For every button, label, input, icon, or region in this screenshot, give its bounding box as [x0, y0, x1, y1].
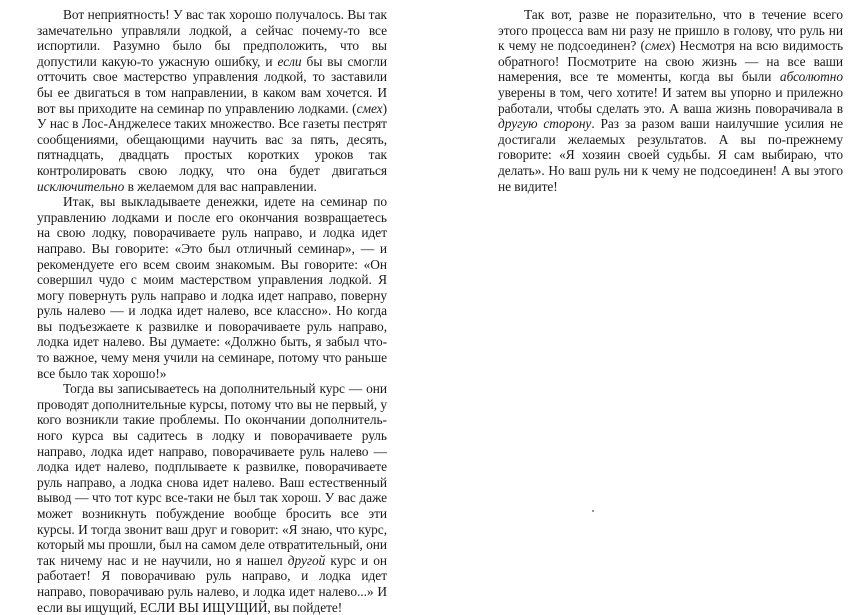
paragraph	[37, 381, 387, 615]
text-run: Так вот, разве не поразительно, что в течение всего этого процесса вам ни разу не пришло в голову, что руль ни к чему не подсоединен? (	[498, 7, 843, 54]
text-run: Тогда вы записываетесь на дополнительный курс — они проводят дополнительные курсы, потому что вы не первый, у кого возникли такие проблемы. По окончании дополнительного курса вы садитесь в лодку и поворачиваете руль направо, лодка идет направо, поворачиваете руль налево — лодка идет налево, подплываете к развилке, поворачиваете руль направо, а лодка снова идет налево. Ваш естественный вывод — что тот курс все-таки не был так хорош. У вас даже может возникнуть побуждение вообще бросить все эти курсы. И тогда звонит ваш друг и говорит: «Я знаю, что курс, который мы прошли, был на самом деле отвратительный, они так ничему нас и не научили, но я нашел	[37, 381, 387, 568]
paragraph	[498, 7, 843, 194]
left-text-column	[37, 7, 387, 615]
italic-run: другой	[287, 552, 326, 568]
italic-run: смех	[356, 100, 383, 116]
scan-speck	[592, 510, 594, 512]
text-run: курс и он работает! Я поворачиваю руль направо, и лодка идет направо, поворачиваю руль налево, и лодка идет налево...» И если вы ищущий, ЕСЛИ ВЫ ИЩУЩИЙ, вы пойдете!	[37, 552, 387, 615]
right-text-column	[498, 7, 843, 194]
italic-run: абсолютно	[779, 69, 843, 85]
text-run: уверены в том, чего хотите! И затем вы упорно и прилежно работали, чтобы сделать это. А ваша жизнь поворачивала в	[498, 84, 843, 116]
paragraph	[37, 7, 387, 194]
text-run: Итак, вы выкладываете денежки, идете на семинар по управлению лодками и после его окончания возвращаетесь на свою лодку, поворачиваете руль направо, и лодка идет направо. Вы говорите: «Это был отличный семинар», — и рекомендуете его всем своим знакомым. Вы говорите: «Он совершил чудо с моим мастерством управления лодкой. Я могу повернуть руль направо и лодка идет направо, поверну руль налево — и лодка идет налево, все классно». Но когда вы подъезжаете к развилке и поворачиваете руль направо, лодка идет налево. Вы думаете: «Должно быть, я забыл что-то важное, чему меня учили на семинаре, потому что раньше все было так хорошо!»	[37, 194, 387, 381]
italic-run: другую сторону	[498, 116, 592, 132]
italic-run: исключительно	[37, 178, 125, 194]
text-run: . Раз за разом ваши наилучшие усилия не достигали желаемых результатов. А вы по-прежнему говорите: «Я хозяин своей судьбы. Я сам выбираю, что делать». Но ваш руль ни к чему не подсоединен! А вы этого не видите!	[498, 116, 844, 194]
italic-run: смех	[644, 38, 671, 54]
text-run: Вот неприятность! У вас так хорошо получалось. Вы так замечательно управляли лодкой, а сейчас почему-то все испортили. Разумно было бы предположить, что вы допустили какую-то ужасную ошибку, и	[37, 7, 387, 69]
text-run: ) У нас в Лос-Анджелесе таких множество. Все газеты пестрят сообщениями, обещающими научить вас за пять, десять, пятнадцать, двадцать простых коротких уроков так контролировать свою лодку, что она будет двигаться	[37, 100, 387, 178]
italic-run: если	[277, 53, 302, 69]
text-run: бы вы смогли отточить свое мастерство управления лодкой, то заставили бы ее двигаться в том направлении, в каком вам хочется. И вот вы приходите на семинар по управлению лодками. (	[37, 53, 388, 116]
text-run: в желаемом для вас направлении.	[124, 178, 317, 194]
text-run: ) Несмотря на всю видимость обратного! Посмотрите на свою жизнь — на все ваши намерения, все те моменты, когда вы были	[498, 38, 843, 85]
paragraph	[37, 194, 387, 381]
